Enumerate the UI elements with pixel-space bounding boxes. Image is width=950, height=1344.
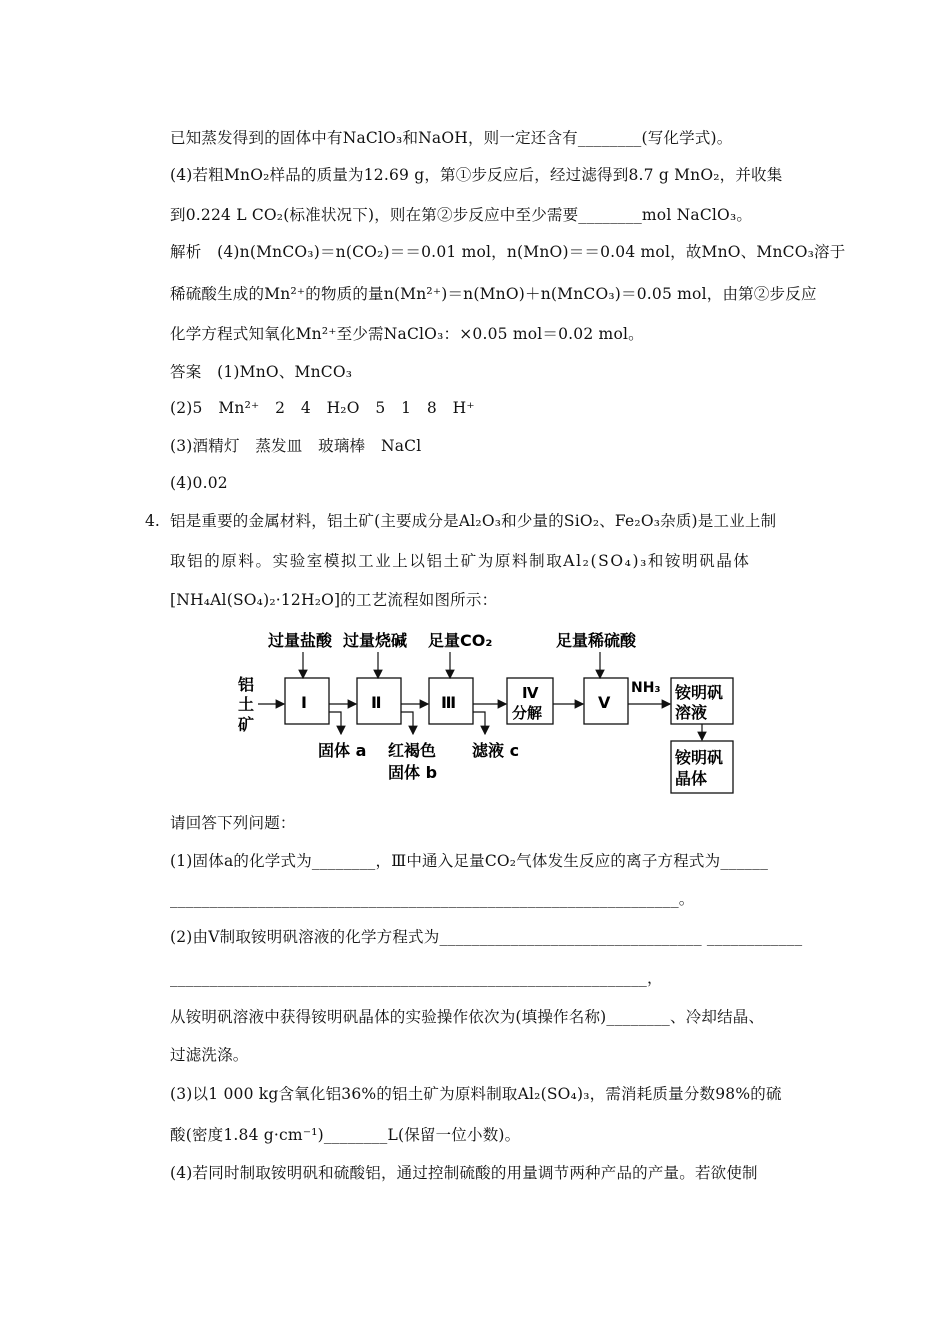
text-line: 到0.224 L CO₂(标准状况下)，则在第②步反应中至少需要________mol NaClO₃。 (170, 206, 753, 224)
process-flow-diagram (238, 626, 738, 796)
question-text: 取铝的原料。实验室模拟工业上以铝土矿为原料制取Al₂(SO₄)₃和铵明矾晶体 (170, 552, 751, 570)
step-label-2: Ⅱ (371, 693, 382, 712)
answer-blank-line: ________________________________________________________________。 (170, 890, 695, 908)
answer-line: 答案 (1)MnO、MnCO₃ (170, 363, 353, 381)
analysis-line: 解析 (4)n(MnCO₃)＝n(CO₂)＝＝0.01 mol，n(MnO)＝＝0.04 mol，故MnO、MnCO₃溶于 (170, 243, 846, 261)
source-char: 土 (238, 695, 255, 714)
subquestion-2: (2)由Ⅴ制取铵明矾溶液的化学方程式为_________________________________ ____________ (170, 928, 803, 946)
subquestion-2-cont: 从铵明矾溶液中获得铵明矾晶体的实验操作依次为(填操作名称)________、冷却结晶、 (170, 1008, 765, 1026)
output-solid-b-line1: 红褐色 (388, 741, 437, 760)
subquestion-3: (3)以1 000 kg含氧化铝36%的铝土矿为原料制取Al₂(SO₄)₃，需消耗质量分数98%的硫 (170, 1085, 782, 1103)
question-text: [NH₄Al(SO₄)₂·12H₂O]的工艺流程如图所示： (170, 591, 498, 609)
question-prompt: 请回答下列问题： (170, 814, 296, 832)
step-label-1: Ⅰ (301, 693, 307, 712)
subquestion-2-cont: 过滤洗涤。 (170, 1046, 249, 1064)
step-label-4: Ⅳ (522, 684, 539, 702)
reagent-co2: 足量CO₂ (428, 631, 493, 650)
product-solution-line1: 铵明矾 (675, 683, 724, 702)
product-solution-line2: 溶液 (675, 703, 708, 722)
text-line: (4)若粗MnO₂样品的质量为12.69 g，第①步反应后，经过滤得到8.7 g MnO₂，并收集 (170, 166, 783, 184)
answer-line: (4)0.02 (170, 474, 228, 492)
analysis-line: 稀硫酸生成的Mn²⁺的物质的量n(Mn²⁺)＝n(MnO)＋n(MnCO₃)＝0.05 mol，由第②步反应 (170, 285, 817, 303)
question-number: 4. (145, 512, 160, 530)
text-line: 已知蒸发得到的固体中有NaClO₃和NaOH，则一定还含有________(写化学式)。 (170, 129, 733, 147)
step-box-1 (285, 678, 329, 724)
reagent-naoh: 过量烧碱 (343, 631, 408, 650)
nh3-label: NH₃ (631, 680, 661, 696)
step-label-4-sub: 分解 (512, 704, 543, 722)
step-label-3: Ⅲ (441, 693, 457, 712)
source-char: 矿 (238, 715, 255, 734)
step-label-5: Ⅴ (598, 693, 611, 712)
product-crystal-line1: 铵明矾 (675, 748, 724, 767)
output-solid-b-line2: 固体 b (388, 763, 438, 782)
output-filtrate-c: 滤液 c (472, 741, 520, 760)
answer-line: (2)5 Mn²⁺ 2 4 H₂O 5 1 8 H⁺ (170, 399, 475, 417)
subquestion-1: (1)固体a的化学式为________，Ⅲ中通入足量CO₂气体发生反应的离子方程式为______ (170, 852, 769, 870)
subquestion-3-cont: 酸(密度1.84 g·cm⁻¹)________L(保留一位小数)。 (170, 1126, 521, 1144)
output-solid-a: 固体 a (318, 741, 367, 760)
reagent-h2so4: 足量稀硫酸 (556, 631, 637, 650)
answer-line: (3)酒精灯 蒸发皿 玻璃棒 NaCl (170, 437, 422, 455)
product-crystal-line2: 晶体 (675, 769, 708, 788)
source-char: 铝 (238, 675, 255, 694)
answer-blank-line: ____________________________________________________________， (170, 969, 663, 987)
reagent-hcl: 过量盐酸 (268, 631, 333, 650)
analysis-line: 化学方程式知氧化Mn²⁺至少需NaClO₃：×0.05 mol＝0.02 mol。 (170, 325, 644, 343)
question-text: 铝是重要的金属材料，铝土矿(主要成分是Al₂O₃和少量的SiO₂、Fe₂O₃杂质)是工业上制 (170, 512, 777, 530)
subquestion-4: (4)若同时制取铵明矾和硫酸铝，通过控制硫酸的用量调节两种产品的产量。若欲使制 (170, 1164, 758, 1182)
